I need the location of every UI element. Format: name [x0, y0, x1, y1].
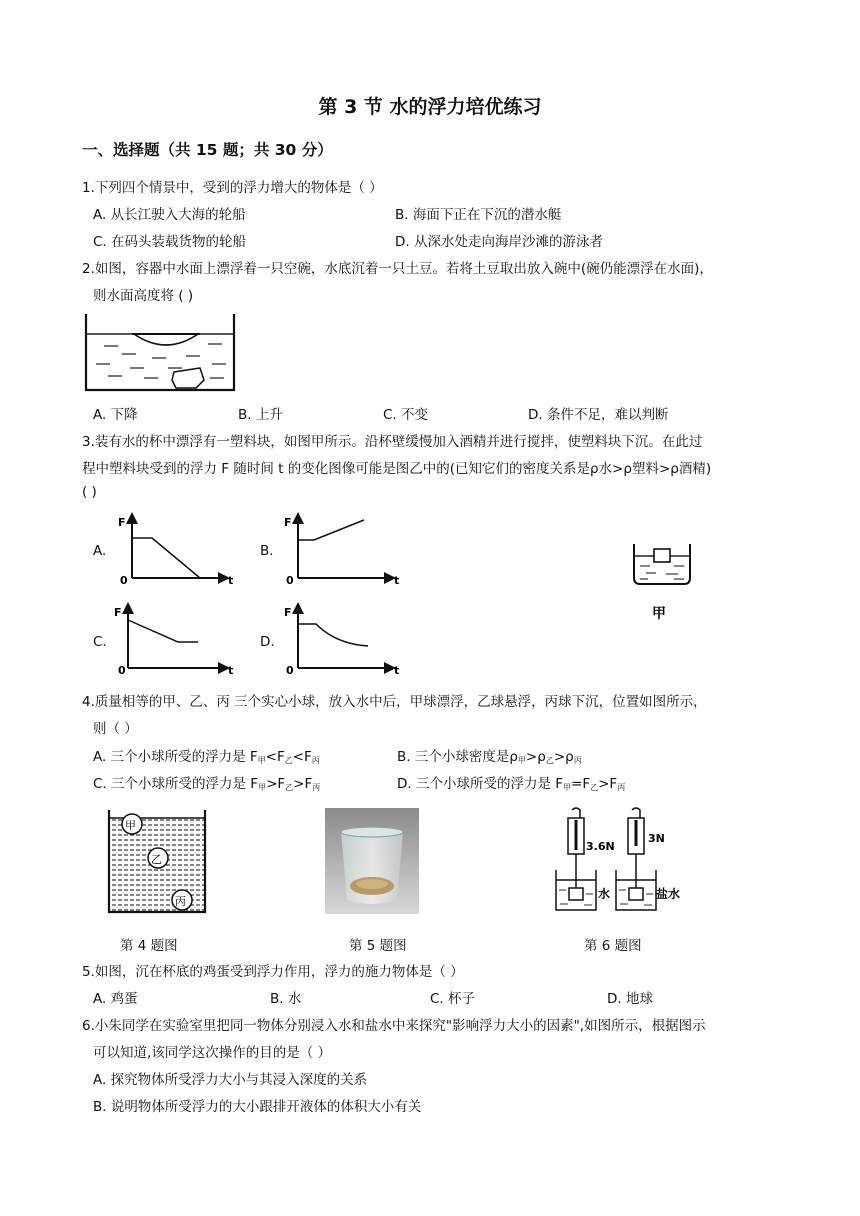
question-3-stem-line1: 3.装有水的杯中漂浮有一塑料块，如图甲所示。沿杯壁缓慢加入酒精并进行搅拌，使塑料块下沉。在此过	[82, 434, 703, 450]
axis-t-label: t	[394, 664, 400, 677]
question-4-stem-line2: 则（ ）	[93, 721, 138, 737]
ball-jia-label: 甲	[125, 819, 136, 832]
axis-t-label: t	[394, 574, 400, 587]
q4-option-a: A. 三个小球所受的浮力是 $F_甲<F_乙<F_丙$	[93, 749, 320, 765]
question-3-stem-line2: 程中塑料块受到的浮力 F 随时间 t 的变化图像可能是图乙中的(已知它们的密度关系是ρ水>ρ塑料>ρ酒精)	[82, 461, 712, 477]
axis-origin-label: 0	[286, 664, 294, 677]
page-title: 第 3 节 水的浮力培优练习	[318, 96, 542, 118]
axis-origin-label: 0	[286, 574, 294, 587]
question-6-stem-line2: 可以知道,该同学这次操作的目的是（ ）	[93, 1045, 332, 1061]
axis-t-label: t	[228, 574, 234, 587]
question-4-stem-line1: 4.质量相等的甲、乙、丙 三个实心小球，放入水中后，甲球漂浮，乙球悬浮，丙球下沉，位置如图所示，	[82, 694, 707, 710]
figure-4-caption: 第 4 题图	[120, 938, 178, 954]
figure-5-egg-in-glass-photo	[325, 808, 419, 914]
axis-f-label: F	[114, 606, 122, 619]
q6-option-a: A. 探究物体所受浮力大小与其浸入深度的关系	[93, 1072, 368, 1088]
q2-option-d: D. 条件不足，难以判断	[528, 407, 669, 423]
q4-option-c: C. 三个小球所受的浮力是 $F_甲>F_乙>F_丙$	[93, 776, 321, 792]
section-heading: 一、选择题（共 15 题；共 30 分）	[82, 141, 333, 159]
q3-graph-d	[278, 604, 404, 676]
axis-f-label: F	[284, 516, 292, 529]
q3-graph-c	[112, 604, 238, 676]
q3-graph-b	[278, 514, 404, 586]
q3-option-d-label: D.	[260, 634, 275, 650]
q2-option-a: A. 下降	[93, 407, 138, 423]
q3-graph-a	[112, 514, 238, 586]
question-6-stem-line1: 6.小朱同学在实验室里把同一物体分别浸入水和盐水中来探究"影响浮力大小的因素",如图所示，根据图示	[82, 1018, 706, 1034]
ball-bing-label: 丙	[175, 895, 186, 908]
axis-t-label: t	[228, 664, 234, 677]
question-5-stem: 5.如图，沉在杯底的鸡蛋受到浮力作用，浮力的施力物体是（ ）	[82, 964, 464, 980]
label-water: 水	[598, 887, 611, 901]
q5-option-b: B. 水	[270, 991, 302, 1007]
q3-figure-jia-cup	[626, 540, 698, 624]
q3-option-a-label: A.	[93, 543, 107, 559]
q4-option-d: D. 三个小球所受的浮力是 $F_甲=F_乙>F_丙$	[397, 776, 626, 792]
q2-container-figure	[82, 312, 238, 394]
q5-option-c: C. 杯子	[430, 991, 476, 1007]
figure-6-spring-scale-experiment	[552, 806, 680, 918]
q1-option-c: C. 在码头装载货物的轮船	[93, 234, 247, 250]
q3-option-c-label: C.	[93, 634, 107, 650]
axis-f-label: F	[118, 516, 126, 529]
axis-f-label: F	[284, 606, 292, 619]
label-salt-water: 盐水	[656, 887, 681, 901]
q2-option-c: C. 不变	[383, 407, 429, 423]
q1-option-a: A. 从长江驶入大海的轮船	[93, 207, 246, 223]
question-3-stem-line3: ( )	[82, 484, 97, 500]
q1-option-d: D. 从深水处走向海岸沙滩的游泳者	[395, 234, 603, 250]
scale-reading-1: 3.6N	[586, 840, 615, 853]
question-2-stem-line2: 则水面高度将 ( )	[93, 288, 194, 304]
q6-option-b: B. 说明物体所受浮力的大小跟排开液体的体积大小有关	[93, 1099, 422, 1115]
figure-5-caption: 第 5 题图	[349, 938, 407, 954]
q5-option-d: D. 地球	[607, 991, 653, 1007]
scale-reading-2: 3N	[648, 832, 665, 845]
question-2-stem-line1: 2.如图，容器中水面上漂浮着一只空碗，水底沉着一只土豆。若将土豆取出放入碗中(碗仍能漂浮在水面)，	[82, 261, 713, 277]
axis-origin-label: 0	[118, 664, 126, 677]
q5-option-a: A. 鸡蛋	[93, 991, 138, 1007]
ball-yi-label: 乙	[151, 853, 162, 866]
q1-option-b: B. 海面下正在下沉的潜水艇	[395, 207, 562, 223]
q4-option-b: B. 三个小球密度是$\rho_甲>\rho_乙>\rho_丙$	[397, 749, 582, 765]
jia-label: 甲	[652, 606, 666, 622]
figure-4-balls-in-water	[106, 808, 208, 914]
q2-option-b: B. 上升	[238, 407, 283, 423]
question-1-stem: 1.下列四个情景中，受到的浮力增大的物体是（ ）	[82, 180, 383, 196]
figure-6-caption: 第 6 题图	[584, 938, 642, 954]
q3-option-b-label: B.	[260, 543, 274, 559]
axis-origin-label: 0	[120, 574, 128, 587]
